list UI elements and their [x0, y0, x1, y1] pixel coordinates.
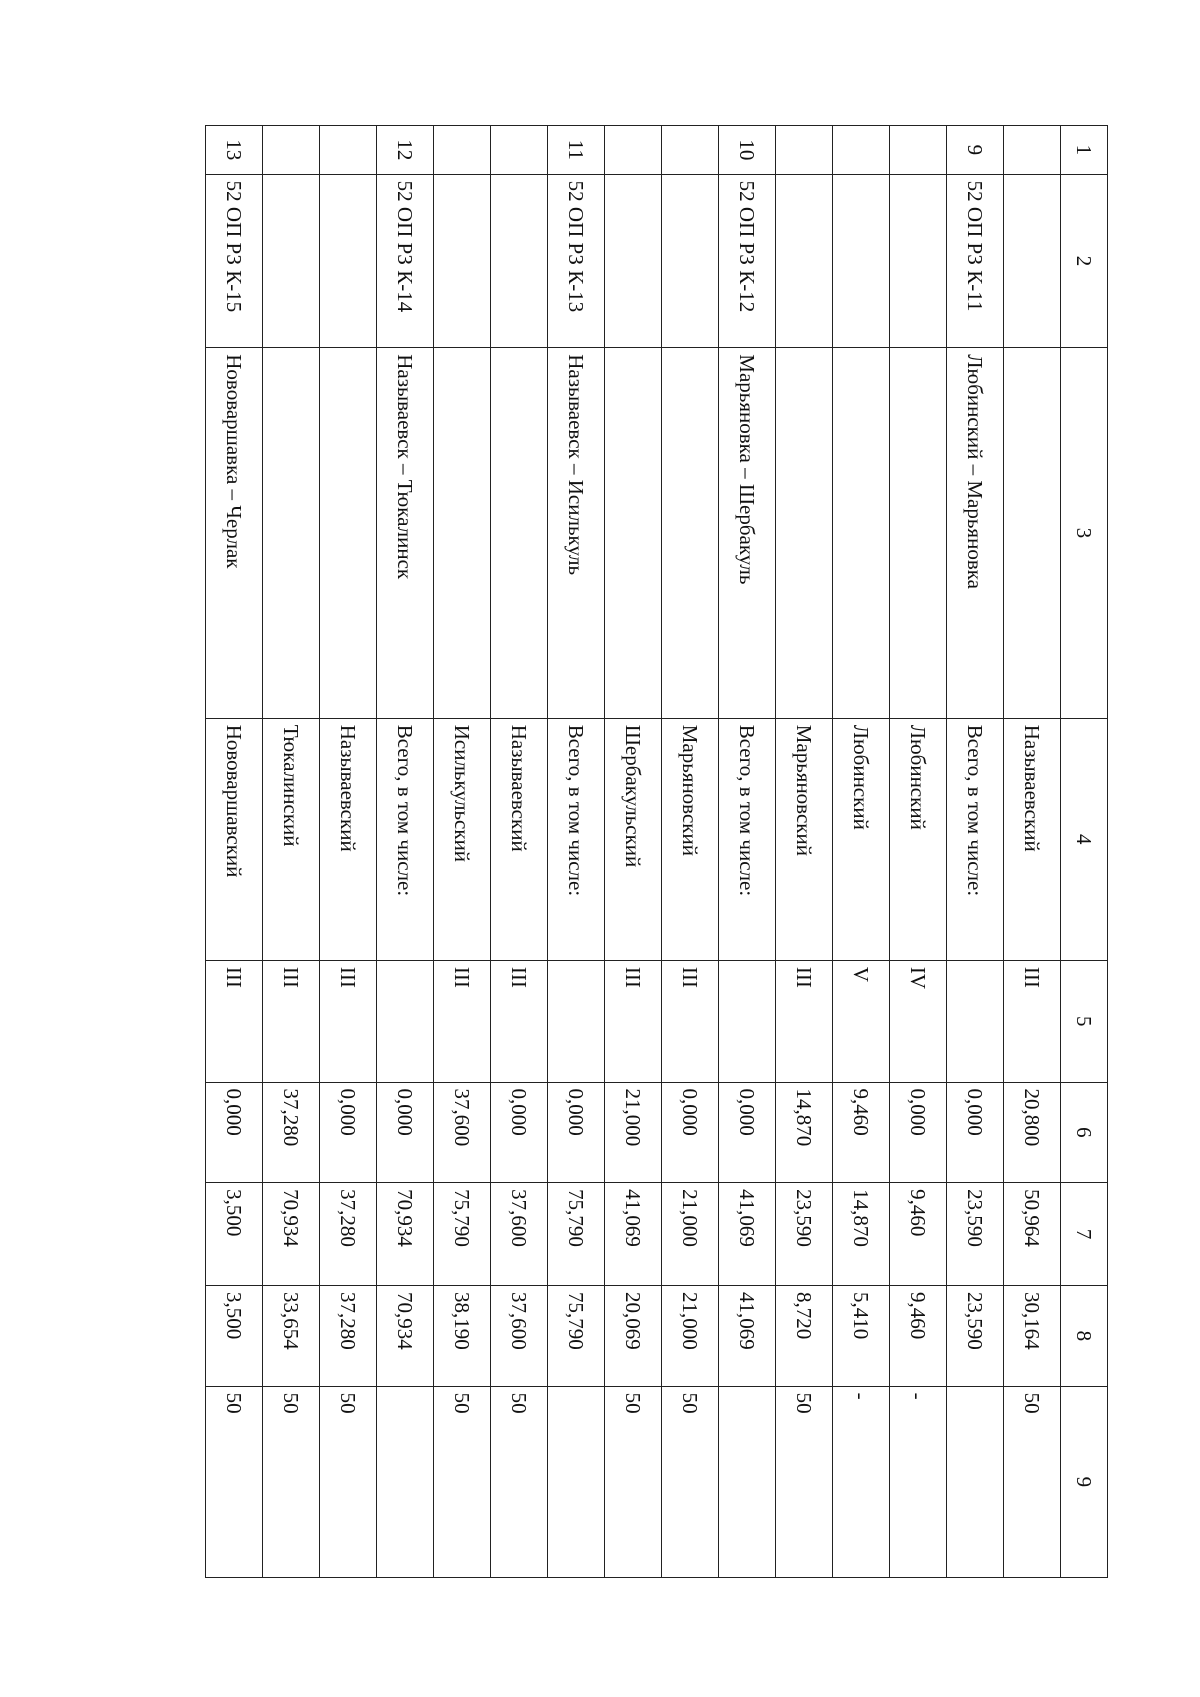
- end-km-cell: 9,460: [890, 1183, 947, 1286]
- start-km-cell: 0,000: [890, 1082, 947, 1183]
- table-row: [662, 126, 719, 1578]
- road-name-cell: [833, 348, 890, 718]
- table-row: [890, 126, 947, 1578]
- speed-limit-cell: 50: [662, 1386, 719, 1577]
- row-number-cell: 12: [377, 126, 434, 175]
- end-km-cell: 41,069: [605, 1183, 662, 1286]
- road-code-cell: [662, 174, 719, 348]
- road-category-cell: III: [605, 960, 662, 1082]
- road-category-cell: III: [1004, 960, 1061, 1082]
- row-number-cell: 13: [206, 126, 263, 175]
- length-km-cell: 3,500: [206, 1286, 263, 1387]
- table-row: [377, 126, 434, 1578]
- district-cell: Марьяновский: [662, 718, 719, 960]
- road-code-cell: [776, 174, 833, 348]
- start-km-cell: 21,000: [605, 1082, 662, 1183]
- speed-limit-cell: 50: [263, 1386, 320, 1577]
- road-code-cell: [605, 174, 662, 348]
- end-km-cell: 50,964: [1004, 1183, 1061, 1286]
- road-category-cell: III: [206, 960, 263, 1082]
- row-number-cell: 11: [548, 126, 605, 175]
- road-name-cell: Называевск – Исилькуль: [548, 348, 605, 718]
- length-km-cell: 21,000: [662, 1286, 719, 1387]
- end-km-cell: 37,600: [491, 1183, 548, 1286]
- road-category-cell: [947, 960, 1004, 1082]
- length-km-cell: 33,654: [263, 1286, 320, 1387]
- road-name-cell: Называевск – Тюкалинск: [377, 348, 434, 718]
- row-number-cell: 10: [719, 126, 776, 175]
- road-name-cell: [776, 348, 833, 718]
- district-cell: Марьяновский: [776, 718, 833, 960]
- start-km-cell: 0,000: [491, 1082, 548, 1183]
- road-name-cell: [491, 348, 548, 718]
- row-number-cell: [434, 126, 491, 175]
- length-km-cell: 37,280: [320, 1286, 377, 1387]
- road-name-cell: [1004, 348, 1061, 718]
- header-cell: 8: [1061, 1286, 1108, 1387]
- speed-limit-cell: 50: [434, 1386, 491, 1577]
- road-name-cell: Марьяновка – Шербакуль: [719, 348, 776, 718]
- start-km-cell: 37,600: [434, 1082, 491, 1183]
- speed-limit-cell: [377, 1386, 434, 1577]
- district-cell: Любинский: [890, 718, 947, 960]
- district-cell: Тюкалинский: [263, 718, 320, 960]
- road-category-cell: III: [491, 960, 548, 1082]
- header-cell: 3: [1061, 348, 1108, 718]
- road-code-cell: 52 ОП РЗ К-13: [548, 174, 605, 348]
- start-km-cell: 0,000: [662, 1082, 719, 1183]
- end-km-cell: 41,069: [719, 1183, 776, 1286]
- roads-table: [205, 125, 1108, 1578]
- length-km-cell: 30,164: [1004, 1286, 1061, 1387]
- header-cell: 1: [1061, 126, 1108, 175]
- length-km-cell: 9,460: [890, 1286, 947, 1387]
- road-name-cell: Нововаршавка – Черлак: [206, 348, 263, 718]
- length-km-cell: 8,720: [776, 1286, 833, 1387]
- road-code-cell: [491, 174, 548, 348]
- road-code-cell: [320, 174, 377, 348]
- start-km-cell: 20,800: [1004, 1082, 1061, 1183]
- district-cell: Всего, в том числе:: [719, 718, 776, 960]
- speed-limit-cell: [947, 1386, 1004, 1577]
- row-number-cell: [1004, 126, 1061, 175]
- header-cell: 7: [1061, 1183, 1108, 1286]
- table-row: [776, 126, 833, 1578]
- road-name-cell: [605, 348, 662, 718]
- road-category-cell: III: [263, 960, 320, 1082]
- row-number-cell: [833, 126, 890, 175]
- end-km-cell: 21,000: [662, 1183, 719, 1286]
- end-km-cell: 3,500: [206, 1183, 263, 1286]
- road-category-cell: [719, 960, 776, 1082]
- header-cell: 5: [1061, 960, 1108, 1082]
- road-category-cell: V: [833, 960, 890, 1082]
- road-category-cell: IV: [890, 960, 947, 1082]
- start-km-cell: 0,000: [947, 1082, 1004, 1183]
- length-km-cell: 23,590: [947, 1286, 1004, 1387]
- road-category-cell: III: [320, 960, 377, 1082]
- road-category-cell: III: [776, 960, 833, 1082]
- table-row: [719, 126, 776, 1578]
- row-number-cell: [263, 126, 320, 175]
- end-km-cell: 37,280: [320, 1183, 377, 1286]
- length-km-cell: 75,790: [548, 1286, 605, 1387]
- row-number-cell: [491, 126, 548, 175]
- end-km-cell: 23,590: [776, 1183, 833, 1286]
- speed-limit-cell: -: [833, 1386, 890, 1577]
- road-code-cell: [1004, 174, 1061, 348]
- speed-limit-cell: 50: [1004, 1386, 1061, 1577]
- header-cell: 2: [1061, 174, 1108, 348]
- road-code-cell: [263, 174, 320, 348]
- table-row: [263, 126, 320, 1578]
- start-km-cell: 0,000: [719, 1082, 776, 1183]
- district-cell: Называевский: [320, 718, 377, 960]
- row-number-cell: [320, 126, 377, 175]
- district-cell: Всего, в том числе:: [377, 718, 434, 960]
- speed-limit-cell: 50: [491, 1386, 548, 1577]
- district-cell: Называевский: [491, 718, 548, 960]
- start-km-cell: 37,280: [263, 1082, 320, 1183]
- row-number-cell: [605, 126, 662, 175]
- length-km-cell: 37,600: [491, 1286, 548, 1387]
- end-km-cell: 23,590: [947, 1183, 1004, 1286]
- start-km-cell: 14,870: [776, 1082, 833, 1183]
- end-km-cell: 75,790: [548, 1183, 605, 1286]
- row-number-cell: 9: [947, 126, 1004, 175]
- district-cell: Любинский: [833, 718, 890, 960]
- speed-limit-cell: -: [890, 1386, 947, 1577]
- speed-limit-cell: 50: [206, 1386, 263, 1577]
- road-category-cell: [548, 960, 605, 1082]
- start-km-cell: 0,000: [206, 1082, 263, 1183]
- length-km-cell: 38,190: [434, 1286, 491, 1387]
- header-cell: 4: [1061, 718, 1108, 960]
- speed-limit-cell: 50: [605, 1386, 662, 1577]
- start-km-cell: 0,000: [548, 1082, 605, 1183]
- road-code-cell: [833, 174, 890, 348]
- district-cell: Нововаршавский: [206, 718, 263, 960]
- end-km-cell: 14,870: [833, 1183, 890, 1286]
- table-row: [320, 126, 377, 1578]
- road-name-cell: [662, 348, 719, 718]
- road-name-cell: [320, 348, 377, 718]
- district-cell: Называевский: [1004, 718, 1061, 960]
- table-header-row: [1061, 126, 1108, 1578]
- speed-limit-cell: [719, 1386, 776, 1577]
- table-row: [1004, 126, 1061, 1578]
- table-row: [434, 126, 491, 1578]
- table-row: [491, 126, 548, 1578]
- length-km-cell: 20,069: [605, 1286, 662, 1387]
- header-cell: 6: [1061, 1082, 1108, 1183]
- speed-limit-cell: [548, 1386, 605, 1577]
- length-km-cell: 5,410: [833, 1286, 890, 1387]
- table-row: [548, 126, 605, 1578]
- road-code-cell: 52 ОП РЗ К-15: [206, 174, 263, 348]
- road-code-cell: 52 ОП РЗ К-14: [377, 174, 434, 348]
- header-cell: 9: [1061, 1386, 1108, 1577]
- road-name-cell: [434, 348, 491, 718]
- speed-limit-cell: 50: [776, 1386, 833, 1577]
- road-category-cell: [377, 960, 434, 1082]
- table-row: [947, 126, 1004, 1578]
- road-name-cell: [263, 348, 320, 718]
- start-km-cell: 0,000: [320, 1082, 377, 1183]
- road-code-cell: [434, 174, 491, 348]
- start-km-cell: 0,000: [377, 1082, 434, 1183]
- road-code-cell: 52 ОП РЗ К-11: [947, 174, 1004, 348]
- road-code-cell: [890, 174, 947, 348]
- row-number-cell: [776, 126, 833, 175]
- district-cell: Шербакульский: [605, 718, 662, 960]
- road-name-cell: [890, 348, 947, 718]
- end-km-cell: 70,934: [377, 1183, 434, 1286]
- start-km-cell: 9,460: [833, 1082, 890, 1183]
- speed-limit-cell: 50: [320, 1386, 377, 1577]
- road-code-cell: 52 ОП РЗ К-12: [719, 174, 776, 348]
- row-number-cell: [662, 126, 719, 175]
- table-row: [833, 126, 890, 1578]
- table-row: [605, 126, 662, 1578]
- end-km-cell: 70,934: [263, 1183, 320, 1286]
- row-number-cell: [890, 126, 947, 175]
- district-cell: Всего, в том числе:: [548, 718, 605, 960]
- length-km-cell: 70,934: [377, 1286, 434, 1387]
- end-km-cell: 75,790: [434, 1183, 491, 1286]
- road-name-cell: Любинский – Марьяновка: [947, 348, 1004, 718]
- district-cell: Исилькульский: [434, 718, 491, 960]
- length-km-cell: 41,069: [719, 1286, 776, 1387]
- table-row: [206, 126, 263, 1578]
- road-category-cell: III: [434, 960, 491, 1082]
- district-cell: Всего, в том числе:: [947, 718, 1004, 960]
- road-category-cell: III: [662, 960, 719, 1082]
